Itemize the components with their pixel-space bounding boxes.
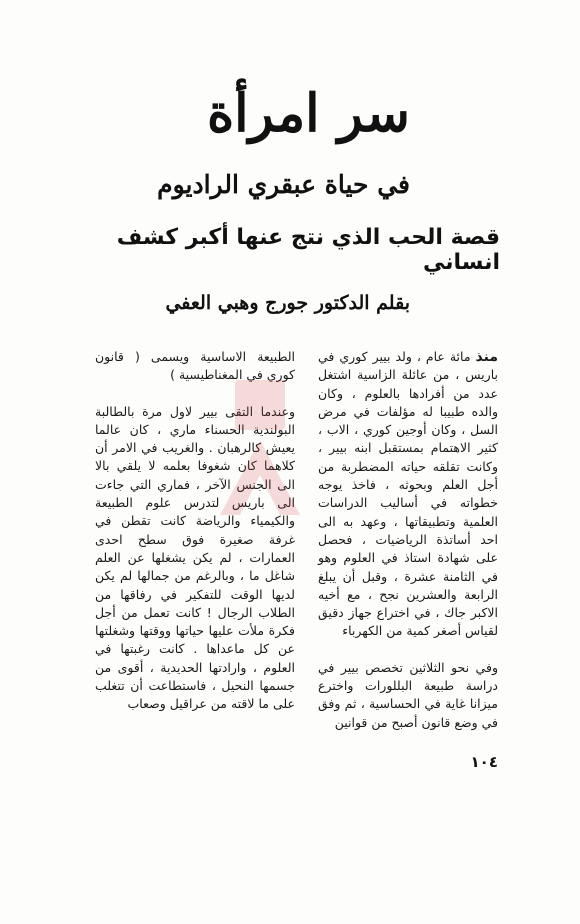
page-number: ١٠٤ [470,753,498,771]
paragraph: الطبيعة الاساسية ويسمى ( قانون كوري في المغناطيسية ) [95,349,295,383]
article-headline: قصة الحب الذي نتج عنها أكبر كشف انساني [116,225,500,275]
paragraph [318,348,498,641]
lead-word: منذ [475,349,498,365]
article-title: سر امرأة [206,83,410,144]
paragraph: وعندما التقى بيير لاول مرة بالطالبة البولندية الحسناء ماري ، كان عالما يعيش كالرهبان . والغريب في الامر أن كلاهما كان شغوفا بعلمه لا يلقي بالا الى الجنس الآخر ، فماري التي جاءت الى باريس لتدرس علوم الطبيعة والكيمياء والرياضة كانت تقطن في غرفة صغيرة فوق سطح احدى العمارات ، لم يكن يشغلها عن العلم شاغل ما ، وبالرغم من جمالها لم يكن لديها الوقت للتفكير في رفاقها من الطلاب الرجال ! كانت تعمل من أجل فكرة ملأت عليها حياتها ووقتها وشغلتها عن كل ماعداها . كانت رغبتها في العلوم ، وارادتها الحديدية ، أقوى من جسمها النحيل ، فاستطاعت أن تتغلب على ما لاقته من عراقيل وصعاب [95,403,295,712]
text-column-right [318,348,498,750]
text-column-left [95,348,295,732]
paragraph-text: مائة عام ، ولد بيير كوري في باريس ، من عائلة الزاسية اشتغل عدد من أفرادها بالعلوم ، وكان والده طبيبا له مؤلفات في مرض السل ، وكان أوجين كوري ، الاب ، كثير الاهتمام بمستقبل ابنه بيير ، وكانت تقلقه حياته المضطربة من أجل العلم وبحوثه ، فاخذ يوجه خطواته في أساليب الدراسات العلمية وتطبيقاتها ، وعهد به الى احد أساتذة الرياضيات ، فحصل على شهادة استاذ في العلوم وهو في الثامنة عشرة ، وقبل أن يبلغ الرابعة والعشرين نجح ، مع أخيه الاكبر جاك ، في اختراع جهاز دقيق لقياس أصغر كمية من الكهرباء [318,349,498,639]
article-subtitle: في حياة عبقري الراديوم [157,170,410,199]
article-byline: بقلم الدكتور جورج وهبي العفي [165,292,410,314]
paragraph: وفي نحو الثلاثين تخصص بيير في دراسة طبيعة البللورات واخترع ميزانا غاية في الحساسية ، ثم وفق في وضع قانون أصبح من قوانين [318,659,498,730]
